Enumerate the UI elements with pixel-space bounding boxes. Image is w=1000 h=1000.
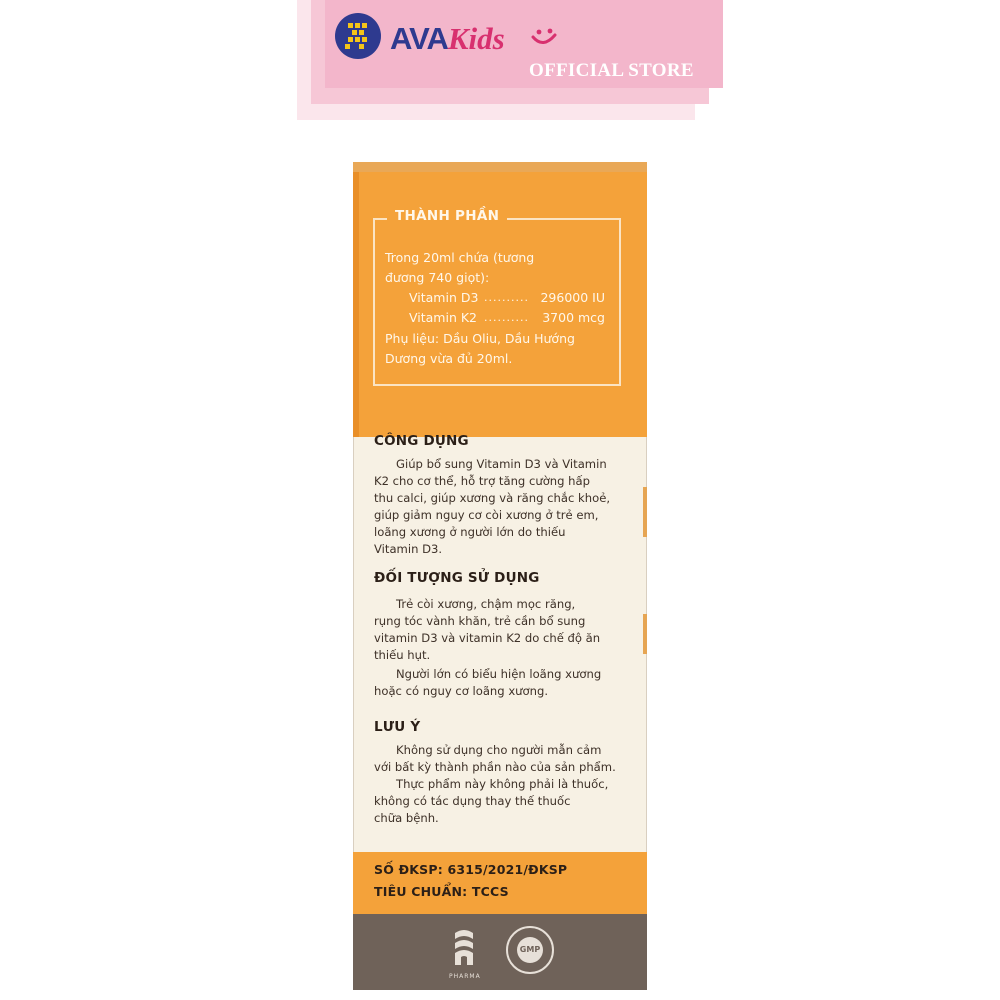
smile-stars-icon (529, 25, 561, 49)
box-side-tab (643, 487, 647, 537)
product-box (353, 162, 647, 990)
vitamin-k2-leader: .......... (484, 311, 529, 324)
target-line: hoặc có nguy cơ loãng xương. (374, 684, 549, 698)
target-line: rụng tóc vành khăn, trẻ cần bổ sung (374, 614, 586, 628)
uses-line: Vitamin D3. (374, 542, 443, 556)
target-title: ĐỐI TƯỢNG SỬ DỤNG (374, 570, 540, 586)
notes-line: Thực phẩm này không phải là thuốc, (396, 777, 609, 791)
official-store-label: OFFICIAL STORE (529, 60, 694, 81)
notes-line: không có tác dụng thay thế thuốc (374, 794, 571, 808)
target-paragraph-1 (374, 596, 620, 664)
notes-line: Không sử dụng cho người mẫn cảm (396, 743, 602, 757)
vitamin-d3-value: 296000 IU (540, 290, 605, 305)
box-fold-edge (353, 172, 359, 437)
ingredients-title: THÀNH PHẦN (387, 208, 507, 224)
notes-title: LƯU Ý (374, 719, 421, 735)
notes-line: chữa bệnh. (374, 811, 439, 825)
ava-logo-icon (335, 13, 381, 59)
notes-line: với bất kỳ thành phần nào của sản phẩm. (374, 760, 616, 774)
registration-number: SỐ ĐKSP: 6315/2021/ĐKSP (374, 862, 568, 877)
notes-paragraph-2 (374, 776, 620, 827)
uses-line: K2 cho cơ thể, hỗ trợ tăng cường hấp (374, 474, 590, 488)
quality-standard: TIÊU CHUẨN: TCCS (374, 884, 509, 899)
box-side-tab (643, 614, 647, 654)
uses-title: CÔNG DỤNG (374, 433, 469, 449)
ingredients-intro-line1: Trong 20ml chứa (tương (385, 250, 535, 265)
box-base-band (353, 914, 647, 990)
notes-paragraph-1 (374, 742, 620, 776)
gmp-label: GMP (517, 937, 543, 963)
vitamin-d3-name: Vitamin D3 (409, 290, 479, 305)
vitamin-d3-leader: .......... (484, 291, 529, 304)
uses-line: Giúp bổ sung Vitamin D3 và Vitamin (396, 457, 607, 471)
box-top-strip (353, 162, 647, 172)
gmp-seal-icon (506, 926, 554, 974)
vitamin-k2-name: Vitamin K2 (409, 310, 478, 325)
target-line: thiếu hụt. (374, 648, 431, 662)
vitamin-k2-value: 3700 mcg (542, 310, 605, 325)
target-line: vitamin D3 và vitamin K2 do chế độ ăn (374, 631, 601, 645)
brand-kids-text: Kids (447, 21, 505, 56)
uses-line: thu calci, giúp xương và răng chắc khoẻ, (374, 491, 611, 505)
brand-wordmark (390, 17, 505, 61)
excipient-line1: Phụ liệu: Dầu Oliu, Dầu Hướng (385, 331, 575, 346)
uses-line: loãng xương ở người lớn do thiếu (374, 525, 566, 539)
ingredients-intro-line2: đương 740 giọt): (385, 270, 490, 285)
pharma-logo-icon (451, 927, 477, 971)
uses-paragraph (374, 456, 620, 558)
target-paragraph-2 (374, 666, 620, 700)
uses-line: giúp giảm nguy cơ còi xương ở trẻ em, (374, 508, 599, 522)
brand-ava-text: AVA (390, 21, 448, 56)
excipient-line2: Dương vừa đủ 20ml. (385, 351, 513, 366)
target-line: Trẻ còi xương, chậm mọc răng, (396, 597, 576, 611)
target-line: Người lớn có biểu hiện loãng xương (396, 667, 602, 681)
pharma-label: PHARMA (449, 973, 481, 980)
